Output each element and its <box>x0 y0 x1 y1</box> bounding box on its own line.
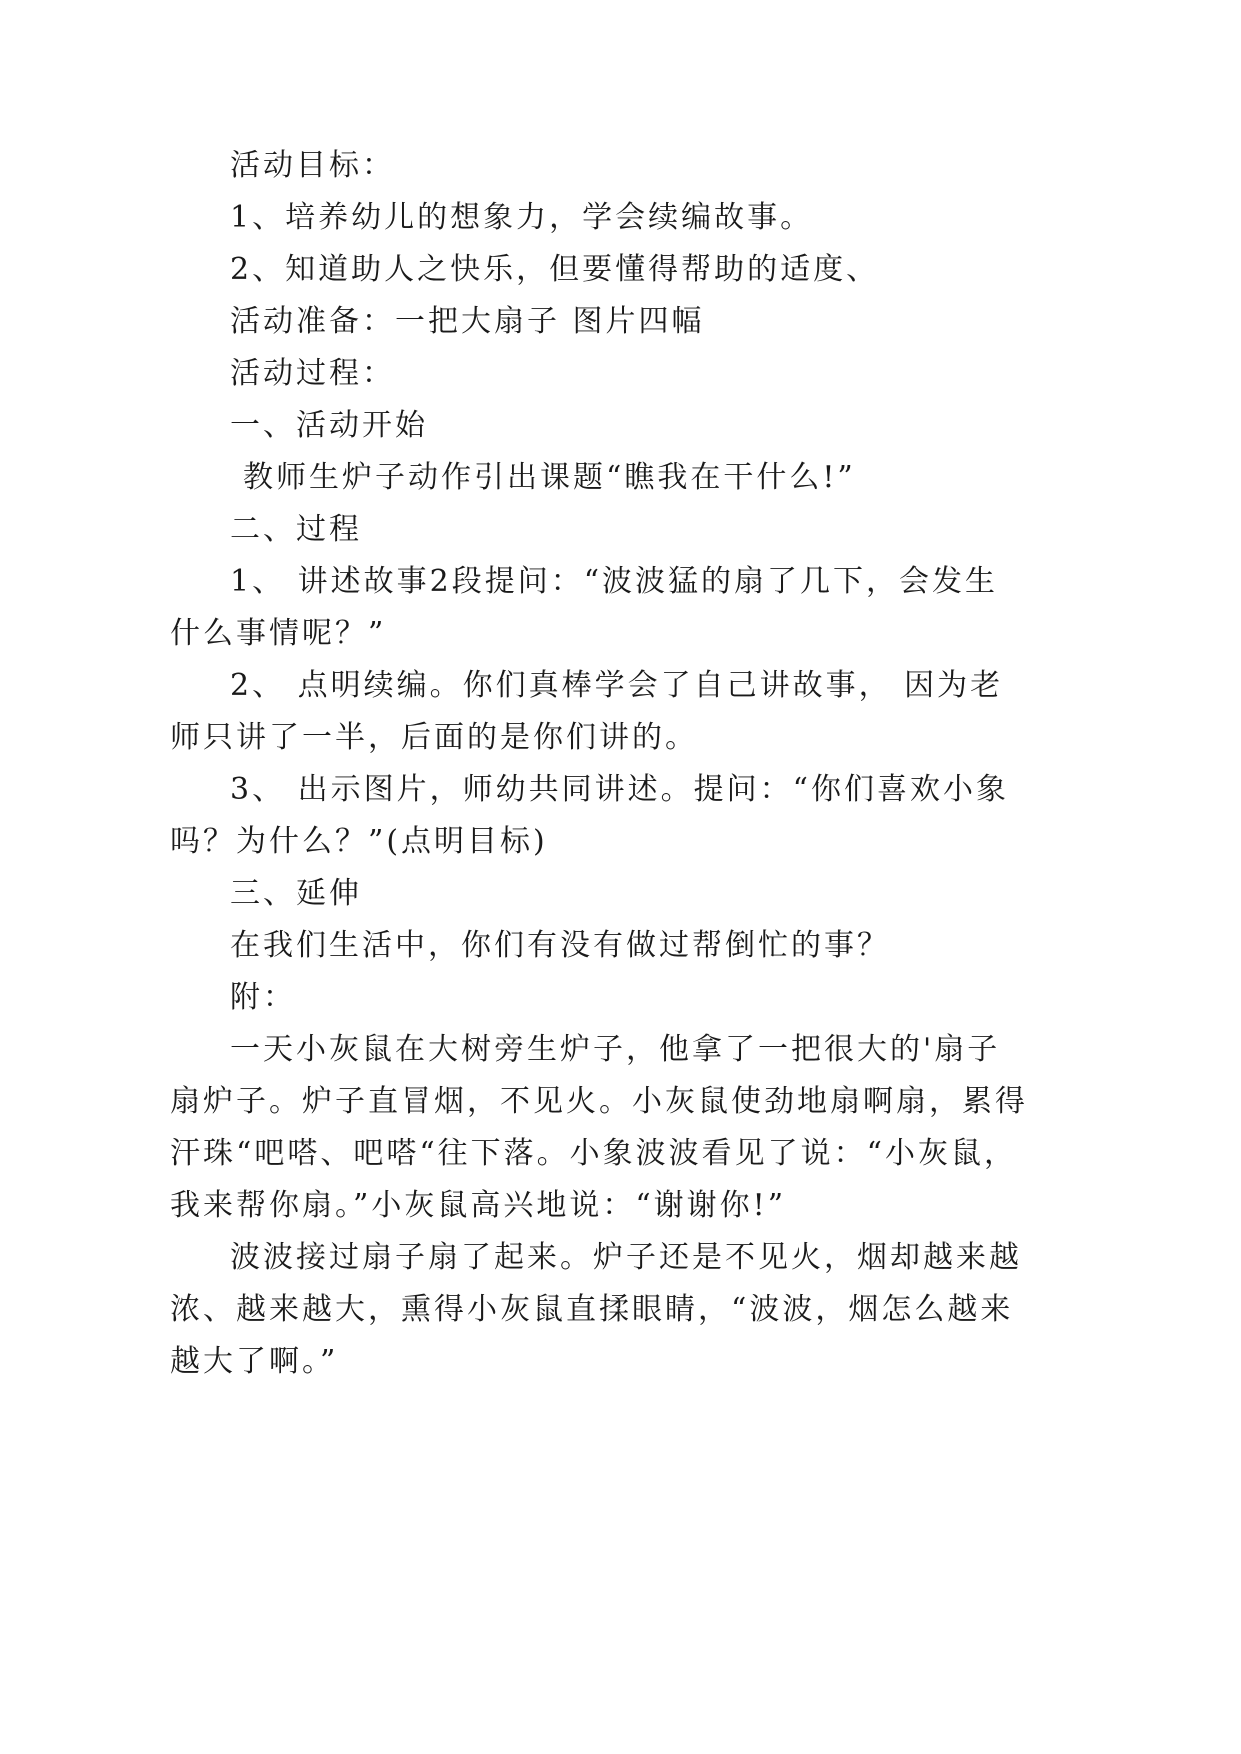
teacher-intro: 教师生炉子动作引出课题“瞧我在干什么!” <box>243 460 856 495</box>
goal-item-1: 1、培养幼儿的想象力，学会续编故事。 <box>230 200 814 235</box>
story-paragraph-1-line-2: 扇炉子。炉子直冒烟，不见火。小灰鼠使劲地扇啊扇，累得 <box>170 1084 1028 1119</box>
process-step-3-cont: 吗？为什么？”(点明目标) <box>170 824 548 859</box>
story-paragraph-1-line-1: 一天小灰鼠在大树旁生炉子，他拿了一把很大的'扇子 <box>230 1032 1001 1067</box>
process-step-1: 1、 讲述故事2段提问：“波波猛的扇了几下，会发生 <box>230 564 999 599</box>
story-paragraph-1-line-3: 汗珠“吧嗒、吧嗒“往下落。小象波波看见了说：“小灰鼠， <box>170 1136 1018 1171</box>
activity-preparation: 活动准备：一把大扇子 图片四幅 <box>230 304 705 339</box>
story-paragraph-2-line-1: 波波接过扇子扇了起来。炉子还是不见火，烟却越来越 <box>230 1240 1022 1275</box>
story-paragraph-2-line-3: 越大了啊。” <box>170 1344 339 1379</box>
extension-question: 在我们生活中，你们有没有做过帮倒忙的事？ <box>230 928 890 963</box>
appendix-label: 附： <box>230 980 296 1015</box>
story-paragraph-2-line-2: 浓、越来越大，熏得小灰鼠直揉眼睛，“波波，烟怎么越来 <box>170 1292 1014 1327</box>
goal-item-2: 2、知道助人之快乐，但要懂得帮助的适度、 <box>230 252 880 287</box>
heading-activity-process: 活动过程： <box>230 356 395 391</box>
section-start: 一、活动开始 <box>230 408 428 443</box>
process-step-1-cont: 什么事情呢？” <box>170 616 387 651</box>
story-paragraph-1-line-4: 我来帮你扇。”小灰鼠高兴地说：“谢谢你!” <box>170 1188 787 1223</box>
process-step-2: 2、 点明续编。你们真棒学会了自己讲故事， 因为老 <box>230 668 1004 703</box>
process-step-3: 3、 出示图片，师幼共同讲述。提问：“你们喜欢小象 <box>230 772 1009 807</box>
process-step-2-cont: 师只讲了一半，后面的是你们讲的。 <box>170 720 698 755</box>
section-extension: 三、延伸 <box>230 876 362 911</box>
section-process: 二、过程 <box>230 512 362 547</box>
heading-activity-goals: 活动目标： <box>230 148 395 183</box>
